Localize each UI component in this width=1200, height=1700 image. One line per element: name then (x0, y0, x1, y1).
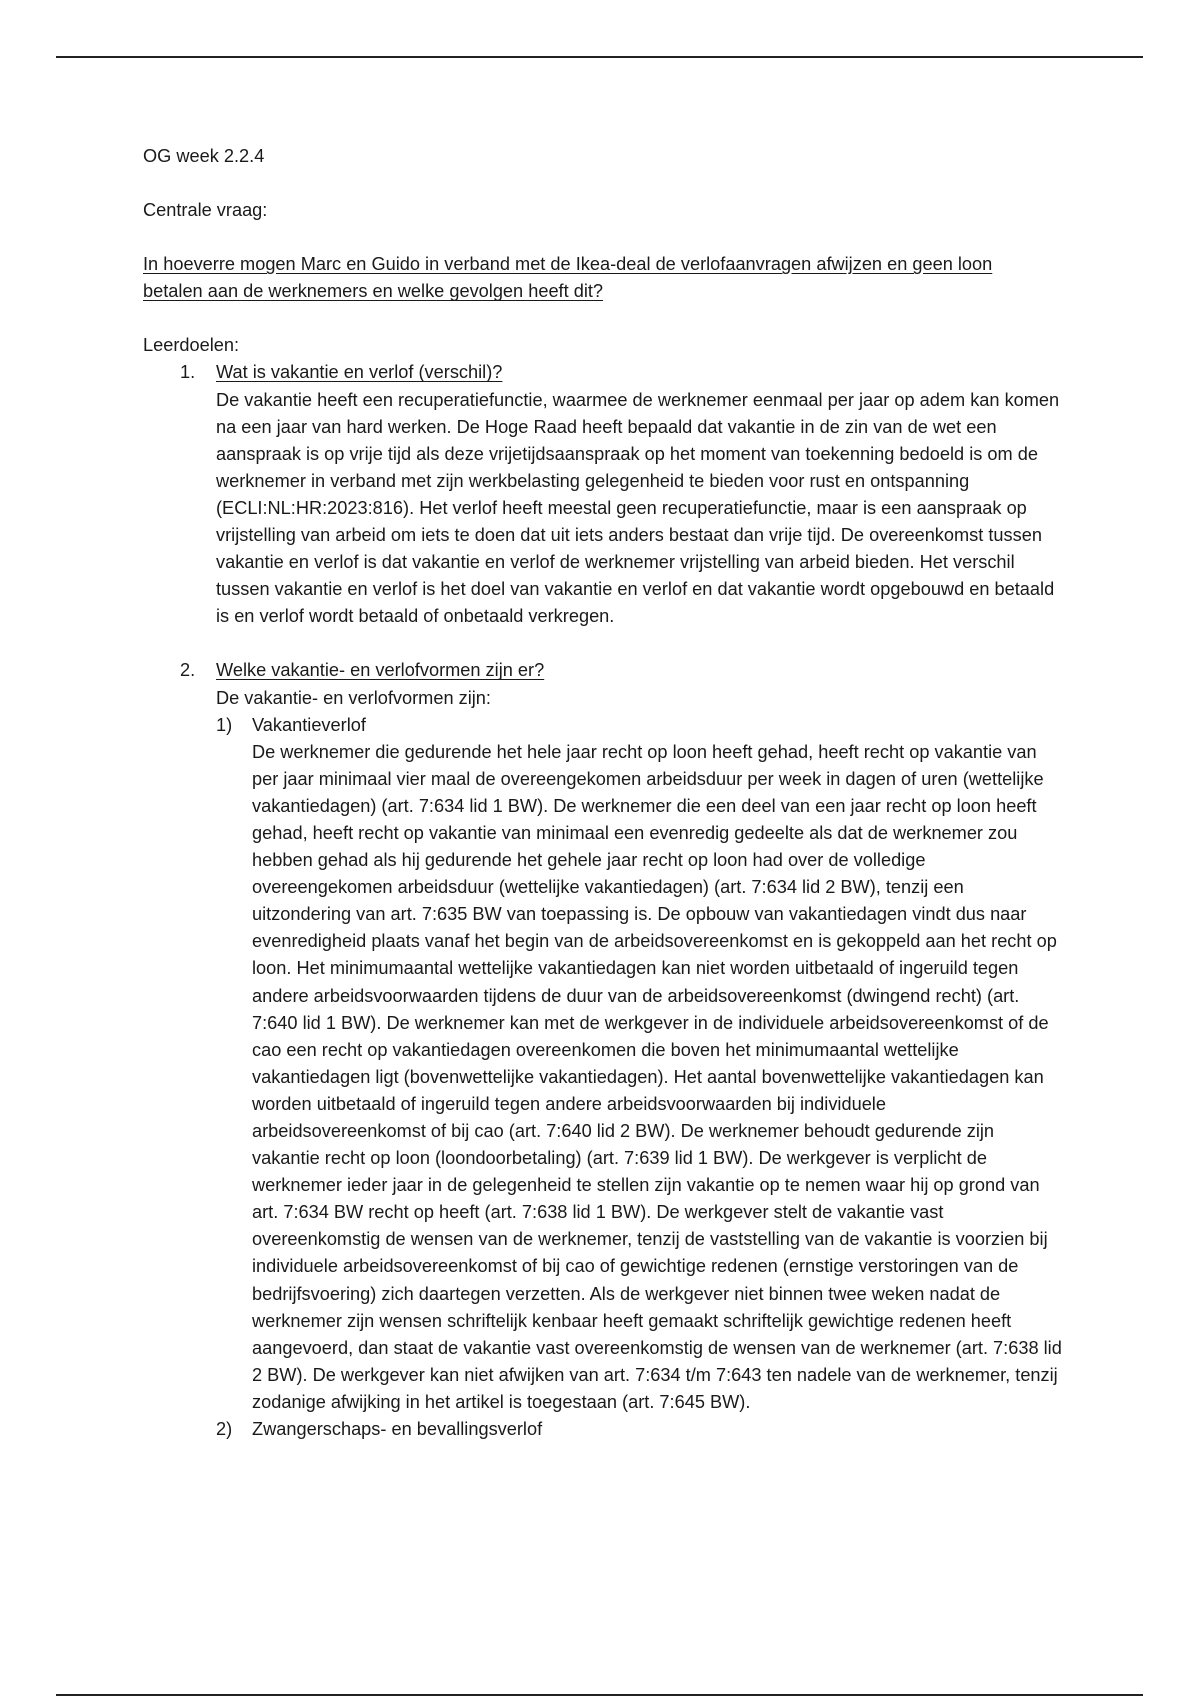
form-title: Zwangerschaps- en bevallingsverlof (252, 1419, 543, 1440)
goal-intro: De vakantie- en verlofvormen zijn: (216, 687, 491, 708)
goal-question: Welke vakantie- en verlofvormen zijn er? (216, 660, 545, 681)
footer-rule (56, 1694, 1143, 1696)
goal-question: Wat is vakantie en verlof (verschil)? (216, 362, 503, 383)
header-rule (56, 56, 1143, 58)
learning-goal-1 (143, 359, 1063, 630)
goal-answer: De vakantie heeft een recuperatiefunctie, waarmee de werknemer eenmaal per jaar op adem kan komen na een jaar van hard werken. De Hoge Raad heeft bepaald dat vakantie in de zin van de wet een aanspraak is op vrije tijd als deze vrijetijdsaanspraak op het moment van toekenning bedoeld is om de werknemer in verband met zijn werkbelasting gelegenheid te bieden voor rust en ontspanning (ECLI:NL:HR:2023:816). Het verlof heeft meestal geen recuperatiefunctie, maar is een aanspraak op vrijstelling van arbeid om iets te doen dat uit iets anders bestaat dan vrije tijd. De overeenkomst tussen vakantie en verlof is dat vakantie en verlof de werknemer vrijstelling van arbeid bieden. Het verschil tussen vakantie en verlof is het doel van vakantie en verlof en dat vakantie wordt opgebouwd en betaald is en verlof wordt betaald of onbetaald verkregen. (216, 389, 1060, 627)
form-number: 1) (216, 714, 233, 735)
learning-goal-2 (143, 657, 1063, 1443)
form-text: De werknemer die gedurende het hele jaar recht op loon heeft gehad, heeft recht op vakantie van per jaar minimaal vier maal de overeengekomen arbeidsduur per week in dagen of uren (wettelijke vakantiedagen) (art. 7:634 lid 1 BW). De werknemer die een deel van een jaar recht op loon heeft gehad, heeft recht op vakantie van minimaal een evenredig gedeelte als dat de werknemer zou hebben gehad als hij gedurende het gehele jaar recht op loon had over de volledige overeengekomen arbeidsduur (wettelijke vakantiedagen) (art. 7:634 lid 2 BW), tenzij een uitzondering van art. 7:635 BW van toepassing is. De opbouw van vakantiedagen vindt dus naar evenredigheid plaats vanaf het begin van de arbeidsovereenkomst en is gekoppeld aan het recht op loon. Het minimumaantal wettelijke vakantiedagen kan niet worden uitbetaald of ingeruild tegen andere arbeidsvoorwaarden tijdens de duur van de arbeidsovereenkomst (dwingend recht) (art. 7:640 lid 1 BW). De werknemer kan met de werkgever in de individuele arbeidsovereenkomst of de cao een recht op vakantiedagen overeenkomen die boven het minimumaantal wettelijke vakantiedagen ligt (bovenwettelijke vakantiedagen). Het aantal bovenwettelijke vakantiedagen kan worden uitbetaald of ingeruild tegen andere arbeidsvoorwaarden bij individuele arbeidsovereenkomst of bij cao (art. 7:640 lid 2 BW). De werknemer behoudt gedurende zijn vakantie recht op loon (loondoorbetaling) (art. 7:639 lid 1 BW). De werkgever is verplicht de werknemer ieder jaar in de gelegenheid te stellen zijn vakantie op te nemen waar hij op grond van art. 7:634 BW recht op heeft (art. 7:638 lid 1 BW). De werkgever stelt de vakantie vast overeenkomstig de wensen van de werknemer, tenzij de vaststelling van de vakantie is voorzien bij individuele arbeidsovereenkomst of bij cao of gewichtige redenen (ernstige verstoringen van de bedrijfsvoering) zich daartegen verzetten. Als de werkgever niet binnen twee weken nadat de werknemer zijn wensen schriftelijk kenbaar heeft gemaakt schriftelijk gewichtige redenen heeft aangevoerd, dan staat de vakantie vast overeenkomstig de wensen van de werknemer (art. 7:638 lid 2 BW). De werkgever kan niet afwijken van art. 7:634 t/m 7:643 ten nadele van de werknemer, tenzij zodanige afwijking in het artikel is toegestaan (art. 7:645 BW). (252, 741, 1062, 1412)
form-title: Vakantieverlof (252, 714, 366, 735)
goal-number: 1. (180, 362, 196, 383)
goal-number: 2. (180, 660, 196, 681)
form-number: 2) (216, 1419, 233, 1440)
document-body (143, 143, 1063, 1443)
central-question: In hoeverre mogen Marc en Guido in verband met de Ikea-deal de verlofaanvragen afwijzen en geen loon betalen aan de werknemers en welke gevolgen heeft dit? (143, 254, 993, 302)
central-question-label: Centrale vraag: (143, 200, 268, 221)
document-title: OG week 2.2.4 (143, 146, 265, 166)
form-item-zwangerschapsverlof (216, 1416, 1063, 1443)
form-item-vakantieverlof (216, 712, 1063, 1416)
learning-goals-label: Leerdoelen: (143, 335, 240, 356)
